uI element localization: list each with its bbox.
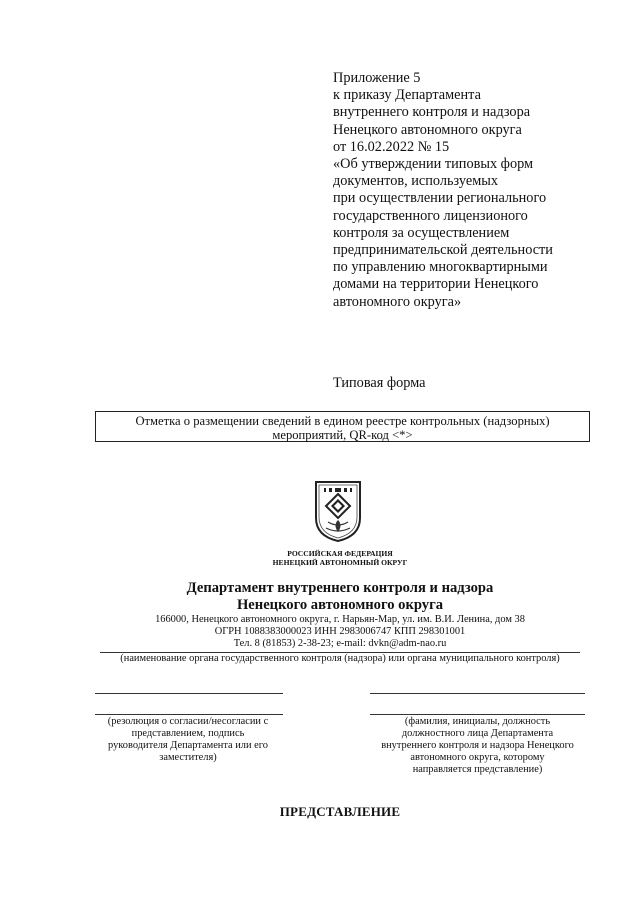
recipient-caption — [370, 716, 585, 776]
coat-of-arms-icon — [308, 478, 368, 544]
caption-line: автономного округа, которому — [410, 752, 545, 763]
department-ogrn: ОГРН 1088383000023 ИНН 2983006747 КПП 298301001 — [214, 626, 466, 637]
appendix-header — [333, 70, 633, 311]
appendix-line: домами на территории Ненецкого — [333, 276, 539, 293]
resolution-line — [95, 693, 283, 694]
caption-line: должностного лица Департамента — [401, 728, 554, 739]
appendix-line: автономного округа» — [333, 293, 462, 310]
department-address: 166000, Ненецкого автономного округа, г. Нарьян-Мар, ул. им. В.И. Ленина, дом 38 — [155, 614, 525, 625]
department-title: Департамент внутреннего контроля и надзора — [186, 580, 494, 596]
appendix-line: по управлению многоквартирными — [333, 259, 548, 276]
appendix-line: контроля за осуществлением — [333, 224, 510, 241]
caption-line: (фамилия, инициалы, должность — [404, 716, 551, 727]
authority-caption: (наименование органа государственного контроля (надзора) или органа муниципального контроля) — [120, 653, 560, 664]
district-line: НЕНЕЦКИЙ АВТОНОМНЫЙ ОКРУГ — [272, 558, 408, 567]
appendix-line: Приложение 5 — [333, 70, 421, 86]
federation-line: РОССИЙСКАЯ ФЕДЕРАЦИЯ — [287, 549, 393, 558]
caption-line: внутреннего контроля и надзора Ненецкого — [381, 740, 574, 751]
recipient-line — [370, 714, 585, 715]
department-contacts: Тел. 8 (81853) 2-38-23; e-mail: dvkn@adm-nao.ru — [233, 638, 447, 649]
document-title: ПРЕДСТАВЛЕНИЕ — [279, 804, 401, 819]
appendix-line: предпринимательской деятельности — [333, 242, 553, 259]
qr-registry-box — [95, 411, 590, 442]
appendix-line: Ненецкого автономного округа — [333, 121, 522, 138]
appendix-line: внутреннего контроля и надзора — [333, 104, 531, 121]
caption-line: (резолюция о согласии/несогласии с — [107, 716, 269, 727]
caption-line: руководителя Департамента или его — [108, 740, 268, 751]
form-type-label: Типовая форма — [333, 375, 426, 391]
appendix-line: «Об утверждении типовых форм — [333, 156, 534, 173]
appendix-line: при осуществлении регионального — [333, 190, 547, 207]
qr-box-line: мероприятий, QR-код <*> — [272, 428, 413, 442]
appendix-line: к приказу Департамента — [333, 87, 481, 104]
appendix-line: от 16.02.2022 № 15 — [333, 138, 450, 155]
appendix-line: документов, используемых — [333, 173, 498, 190]
resolution-caption — [88, 716, 288, 764]
department-title: Ненецкого автономного округа — [236, 597, 444, 613]
signature-line — [95, 714, 283, 715]
caption-line: заместителя) — [159, 752, 217, 763]
caption-line: представлением, подпись — [131, 728, 245, 739]
caption-line: направляется представление) — [412, 764, 543, 775]
appendix-line: государственного лицензионого — [333, 207, 528, 224]
recipient-line — [370, 693, 585, 694]
qr-box-line: Отметка о размещении сведений в едином реестре контрольных (надзорных) — [135, 414, 550, 428]
